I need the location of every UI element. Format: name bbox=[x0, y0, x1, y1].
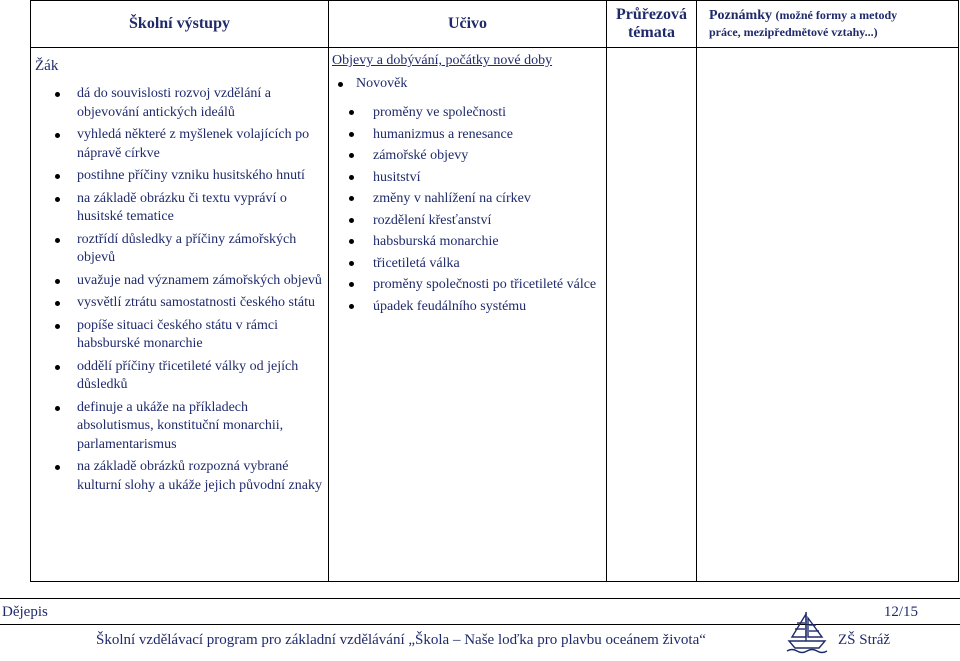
topic-item: třicetiletá válka bbox=[373, 255, 606, 273]
topic-item: proměny ve společnosti bbox=[373, 104, 606, 122]
outcome-item: uvažuje nad významem zámořských objevů bbox=[77, 272, 328, 291]
header-poznamky-sub2: práce, mezipředmětové vztahy...) bbox=[709, 25, 878, 39]
outcomes-list bbox=[31, 85, 328, 495]
outcome-item: roztřídí důsledky a příčiny zámořských objevů bbox=[77, 231, 328, 268]
header-ucivo: Učivo bbox=[329, 1, 607, 48]
outcome-item: na základě obrázků rozpozná vybrané kulturní slohy a ukáže jejich původní znaky bbox=[77, 458, 328, 495]
outcome-item: oddělí příčiny třicetileté války od jejích důsledků bbox=[77, 358, 328, 395]
curriculum-heading: Objevy a dobývání, počátky nové doby bbox=[332, 53, 553, 68]
curriculum-table bbox=[30, 0, 959, 582]
outcome-item: postihne příčiny vzniku husitského hnutí bbox=[77, 167, 328, 186]
topic-item: humanizmus a renesance bbox=[373, 126, 606, 144]
outcome-item: definuje a ukáže na příkladech absolutismus, konstituční monarchii, parlamentarismus bbox=[77, 399, 328, 455]
table-content-row bbox=[31, 48, 959, 582]
header-prurezova-line1: Průřezová bbox=[615, 6, 688, 23]
outcome-item: vyhledá některé z myšlenek volajících po nápravě církve bbox=[77, 126, 328, 163]
outcome-item: popíše situaci českého státu v rámci habsburské monarchie bbox=[77, 317, 328, 354]
footer-divider-top bbox=[0, 598, 960, 599]
header-poznamky-main: Poznámky bbox=[709, 8, 772, 23]
table-header-row bbox=[31, 1, 959, 48]
outcomes-cell bbox=[31, 48, 329, 582]
topic-item: změny v nahlížení na církev bbox=[373, 190, 606, 208]
outcome-item: na základě obrázku či textu vypráví o husitské tematice bbox=[77, 190, 328, 227]
era-item: Novověk bbox=[329, 76, 606, 92]
topic-item: zámořské objevy bbox=[373, 147, 606, 165]
header-prurezova-temata bbox=[607, 1, 697, 48]
footer-page-number: 12/15 bbox=[883, 604, 918, 620]
header-vystupy: Školní výstupy bbox=[31, 1, 329, 48]
footer-subject: Dějepis bbox=[2, 604, 48, 620]
topic-item: proměny společnosti po třicetileté válce bbox=[373, 276, 606, 294]
footer-program-title: Školní vzdělávací program pro základní vzdělávání „Škola – Naše loďka pro plavbu oceánem života“ bbox=[96, 632, 706, 648]
topics-list bbox=[329, 104, 606, 316]
footer-school-name: ZŠ Stráž bbox=[838, 632, 891, 648]
topic-item: úpadek feudálního systému bbox=[373, 298, 606, 316]
header-poznamky bbox=[697, 1, 959, 48]
header-prurezova-line2: témata bbox=[627, 24, 676, 41]
notes-cell bbox=[697, 48, 959, 582]
cross-curricular-cell bbox=[607, 48, 697, 582]
topic-item: habsburská monarchie bbox=[373, 233, 606, 251]
header-poznamky-sub1: (možné formy a metody bbox=[775, 8, 898, 22]
outcome-item: dá do souvislosti rozvoj vzdělání a objevování antických ideálů bbox=[77, 85, 328, 122]
topic-item: rozdělení křesťanství bbox=[373, 212, 606, 230]
sailboat-logo-icon bbox=[784, 609, 830, 655]
pupil-label: Žák bbox=[35, 58, 59, 74]
topic-item: husitství bbox=[373, 169, 606, 187]
curriculum-cell bbox=[329, 48, 607, 582]
outcome-item: vysvětlí ztrátu samostatnosti českého státu bbox=[77, 294, 328, 313]
